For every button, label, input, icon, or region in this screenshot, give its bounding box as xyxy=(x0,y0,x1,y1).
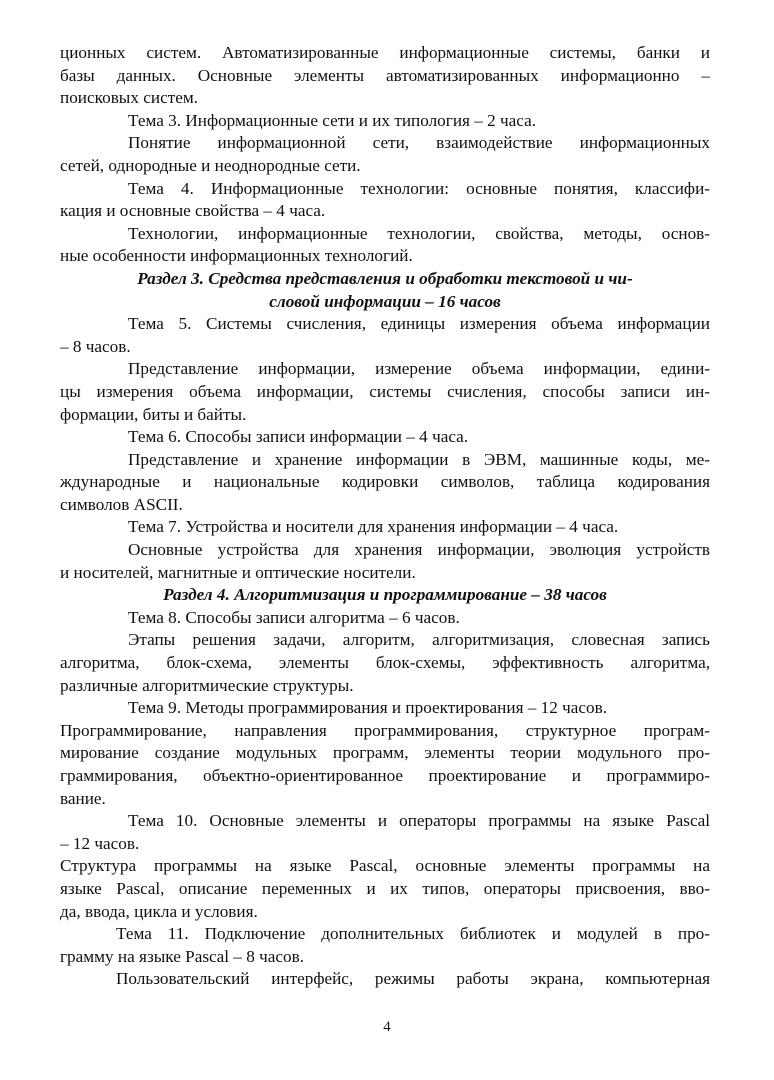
text-line: Тема 7. Устройства и носители для хранения информации – 4 часа. xyxy=(128,517,619,537)
text-line: Тема 3. Информационные сети и их типология – 2 часа. xyxy=(128,110,537,130)
section-heading-line: Раздел 3. Средства представления и обработки текстовой и чи- xyxy=(137,268,633,288)
section-heading-line: словой информации – 16 часов xyxy=(269,291,501,311)
text-line: Тема 5. Системы счисления, единицы измерения объема информации xyxy=(128,314,710,334)
text-line: цы измерения объема информации, системы счисления, способы записи ин- xyxy=(60,381,710,401)
text-line: и носителей, магнитные и оптические носители. xyxy=(60,562,416,582)
text-line: Этапы решения задачи, алгоритм, алгоритмизация, словесная запись xyxy=(128,630,710,650)
text-line: Представление и хранение информации в ЭВМ, машинные коды, ме- xyxy=(128,449,710,469)
text-line: формации, биты и байты. xyxy=(60,404,247,424)
text-line: Технологии, информационные технологии, свойства, методы, основ- xyxy=(128,223,710,243)
text-line: алгоритма, блок-схема, элементы блок-схемы, эффективность алгоритма, xyxy=(60,653,710,673)
text-line: Основные устройства для хранения информации, эволюция устройств xyxy=(128,540,710,560)
text-line: вание. xyxy=(60,788,106,808)
text-line: ные особенности информационных технологий. xyxy=(60,246,413,266)
text-line: Тема 4. Информационные технологии: основные понятия, классифи- xyxy=(128,178,710,198)
section-heading-line: Раздел 4. Алгоритмизация и программирование – 38 часов xyxy=(163,585,607,605)
text-line: граммирования, объектно-ориентированное проектирование и программиро- xyxy=(60,766,710,785)
text-line: ждународные и национальные кодировки символов, таблица кодирования xyxy=(60,472,710,492)
text-line: Тема 6. Способы записи информации – 4 часа. xyxy=(128,427,469,447)
text-line: языке Pascal, описание переменных и их типов, операторы присвоения, вво- xyxy=(60,878,710,898)
text-line: Тема 11. Подключение дополнительных библиотек и модулей в про- xyxy=(116,924,710,944)
text-line: сетей, однородные и неоднородные сети. xyxy=(60,155,361,175)
text-line: Структура программы на языке Pascal, основные элементы программы на xyxy=(60,856,710,876)
text-line: базы данных. Основные элементы автоматизированных информационно – xyxy=(60,65,710,85)
text-line: Понятие информационной сети, взаимодействие информационных xyxy=(128,133,710,153)
text-line: различные алгоритмические структуры. xyxy=(60,675,354,695)
document-body xyxy=(60,42,710,991)
text-line: кация и основные свойства – 4 часа. xyxy=(60,201,326,221)
text-line: Пользовательский интерфейс, режимы работы экрана, компьютерная xyxy=(116,969,710,989)
text-line: Тема 9. Методы программирования и проектирования – 12 часов. xyxy=(128,698,608,718)
text-line: Тема 10. Основные элементы и операторы программы на языке Pascal xyxy=(128,811,710,831)
text-line: – 8 часов. xyxy=(60,336,131,356)
text-line: Представление информации, измерение объема информации, едини- xyxy=(128,359,710,379)
text-line: ционных систем. Автоматизированные информационные системы, банки и xyxy=(60,43,710,62)
text-line: грамму на языке Pascal – 8 часов. xyxy=(60,946,305,966)
text-line: Программирование, направления программирования, структурное програм- xyxy=(60,720,710,740)
text-line: поисковых систем. xyxy=(60,88,199,108)
text-line: да, ввода, цикла и условия. xyxy=(60,901,258,921)
text-line: – 12 часов. xyxy=(60,833,140,853)
text-line: символов ASCII. xyxy=(60,494,183,514)
page-number: 4 xyxy=(383,1019,391,1035)
text-line: Тема 8. Способы записи алгоритма – 6 часов. xyxy=(128,607,460,627)
text-line: мирование создание модульных программ, элементы теории модульного про- xyxy=(60,743,710,763)
